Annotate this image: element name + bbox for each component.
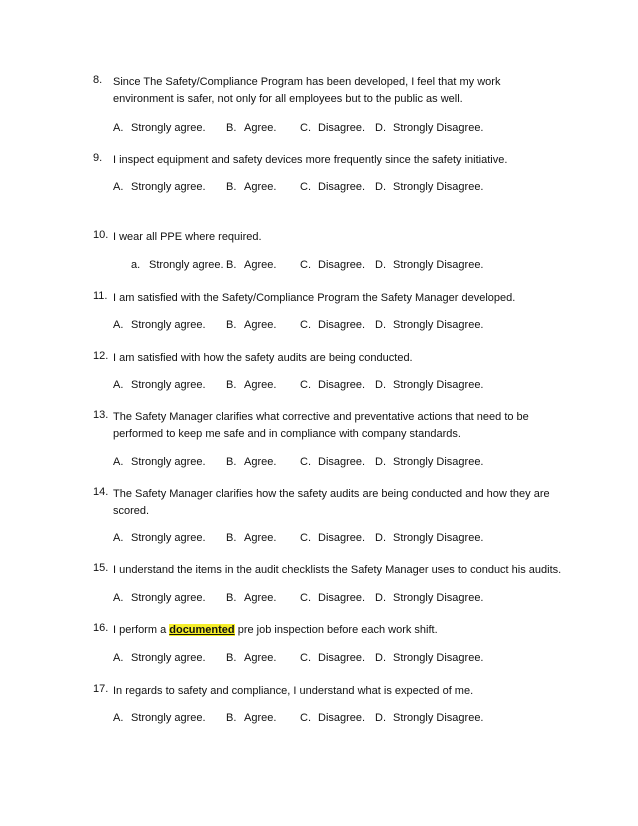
question-text: Since The Safety/Compliance Program has been developed, I feel that my work environment is safer, not only for all employees but to the public as well. (113, 76, 501, 105)
option-b[interactable] (226, 181, 276, 193)
question-text: I am satisfied with the Safety/Compliance Program the Safety Manager developed. (113, 292, 516, 304)
question-text: In regards to safety and compliance, I understand what is expected of me. (113, 685, 474, 697)
option-letter: B. (226, 259, 237, 271)
question-number: 13. (93, 409, 109, 421)
option-letter: D. (375, 456, 386, 468)
option-label: Agree. (244, 319, 277, 331)
option-letter: A. (113, 532, 124, 544)
option-label: Strongly Disagree. (393, 259, 484, 271)
option-letter: a. (131, 259, 141, 271)
option-d[interactable] (375, 319, 484, 331)
option-b[interactable] (226, 712, 276, 724)
option-c[interactable] (300, 592, 365, 604)
option-letter: C. (300, 592, 311, 604)
question-text-before: I perform a (113, 624, 170, 636)
option-b[interactable] (226, 319, 276, 331)
option-label: Strongly agree. (131, 379, 206, 391)
option-c[interactable] (300, 181, 365, 193)
option-c[interactable] (300, 122, 365, 134)
question-text: I inspect equipment and safety devices more frequently since the safety initiative. (113, 154, 508, 166)
option-label: Strongly agree. (131, 652, 206, 664)
option-d[interactable] (375, 456, 484, 468)
option-letter: C. (300, 456, 311, 468)
option-label: Disagree. (318, 181, 366, 193)
option-b[interactable] (226, 456, 276, 468)
option-letter: A. (113, 122, 124, 134)
option-label: Agree. (244, 259, 277, 271)
option-letter: A. (113, 319, 124, 331)
option-d[interactable] (375, 379, 484, 391)
option-letter: A. (113, 592, 124, 604)
option-label: Agree. (244, 532, 277, 544)
option-d[interactable] (375, 592, 484, 604)
option-d[interactable] (375, 181, 484, 193)
option-a[interactable] (113, 592, 206, 604)
option-a[interactable] (113, 456, 206, 468)
option-a[interactable] (113, 181, 206, 193)
option-letter: C. (300, 379, 311, 391)
option-label: Disagree. (318, 712, 366, 724)
question-text-after: pre job inspection before each work shift. (234, 624, 438, 636)
option-letter: B. (226, 319, 237, 331)
option-d[interactable] (375, 652, 484, 664)
question-number: 16. (93, 622, 109, 634)
option-a[interactable] (113, 379, 206, 391)
option-c[interactable] (300, 456, 365, 468)
option-label: Strongly Disagree. (393, 712, 484, 724)
option-label: Strongly agree. (131, 592, 206, 604)
option-label: Agree. (244, 592, 277, 604)
option-label: Strongly Disagree. (393, 592, 484, 604)
option-label: Strongly agree. (131, 712, 206, 724)
option-d[interactable] (375, 122, 484, 134)
option-label: Strongly Disagree. (393, 122, 484, 134)
option-d[interactable] (375, 712, 484, 724)
option-label: Agree. (244, 652, 277, 664)
option-label: Disagree. (318, 379, 366, 391)
option-label: Strongly Disagree. (393, 181, 484, 193)
option-label: Disagree. (318, 122, 366, 134)
option-label: Strongly Disagree. (393, 319, 484, 331)
option-letter: A. (113, 652, 124, 664)
question-number: 10. (93, 229, 109, 241)
option-label: Agree. (244, 379, 277, 391)
option-letter: D. (375, 259, 386, 271)
option-letter: D. (375, 379, 386, 391)
option-letter: C. (300, 652, 311, 664)
option-label: Strongly agree. (131, 122, 206, 134)
option-b[interactable] (226, 532, 276, 544)
option-d[interactable] (375, 259, 484, 271)
option-letter: B. (226, 456, 237, 468)
option-c[interactable] (300, 532, 365, 544)
question-text: I understand the items in the audit checklists the Safety Manager uses to conduct his audits. (113, 564, 562, 576)
option-label: Agree. (244, 181, 277, 193)
option-a[interactable] (113, 319, 206, 331)
option-letter: B. (226, 122, 237, 134)
highlighted-word: documented (169, 624, 235, 636)
question-number: 14. (93, 486, 109, 498)
question-number: 17. (93, 683, 109, 695)
option-letter: D. (375, 712, 386, 724)
question-number: 9. (93, 152, 103, 164)
option-b[interactable] (226, 122, 276, 134)
option-letter: D. (375, 532, 386, 544)
question-number: 12. (93, 350, 109, 362)
question-number: 15. (93, 562, 109, 574)
option-letter: D. (375, 592, 386, 604)
option-letter: C. (300, 532, 311, 544)
option-label: Strongly Disagree. (393, 652, 484, 664)
option-a[interactable] (113, 712, 206, 724)
option-label: Strongly Disagree. (393, 379, 484, 391)
option-letter: D. (375, 319, 386, 331)
option-a[interactable] (113, 652, 206, 664)
option-letter: A. (113, 181, 124, 193)
option-letter: C. (300, 259, 311, 271)
option-label: Disagree. (318, 319, 366, 331)
option-letter: B. (226, 379, 237, 391)
option-letter: A. (113, 379, 124, 391)
option-label: Strongly agree. (131, 319, 206, 331)
question-number: 11. (93, 290, 108, 302)
option-label: Disagree. (318, 652, 366, 664)
option-letter: C. (300, 181, 311, 193)
option-letter: B. (226, 532, 237, 544)
option-a[interactable] (131, 259, 224, 271)
option-letter: B. (226, 592, 237, 604)
option-label: Disagree. (318, 532, 366, 544)
option-letter: D. (375, 181, 386, 193)
option-letter: C. (300, 319, 311, 331)
option-letter: D. (375, 652, 386, 664)
option-label: Agree. (244, 456, 277, 468)
option-letter: B. (226, 712, 237, 724)
option-b[interactable] (226, 379, 276, 391)
option-c[interactable] (300, 652, 365, 664)
option-letter: C. (300, 712, 311, 724)
question-number: 8. (93, 74, 103, 86)
option-c[interactable] (300, 379, 365, 391)
option-c[interactable] (300, 712, 365, 724)
option-label: Strongly agree. (131, 532, 206, 544)
option-label: Disagree. (318, 259, 366, 271)
question-text: The Safety Manager clarifies what corrective and preventative actions that need to be performed to keep me safe and in compliance with company standards. (113, 411, 529, 440)
option-letter: B. (226, 652, 237, 664)
option-a[interactable] (113, 532, 206, 544)
option-c[interactable] (300, 319, 365, 331)
option-a[interactable] (113, 122, 206, 134)
option-b[interactable] (226, 592, 276, 604)
option-label: Agree. (244, 122, 277, 134)
option-letter: A. (113, 456, 124, 468)
option-label: Strongly agree. (131, 456, 206, 468)
option-letter: D. (375, 122, 386, 134)
option-label: Strongly agree. (149, 259, 224, 271)
option-letter: B. (226, 181, 237, 193)
question-text (113, 622, 563, 639)
option-label: Strongly Disagree. (393, 456, 484, 468)
option-label: Disagree. (318, 456, 366, 468)
question-text: I am satisfied with how the safety audits are being conducted. (113, 352, 413, 364)
option-b[interactable] (226, 652, 276, 664)
option-letter: A. (113, 712, 124, 724)
option-d[interactable] (375, 532, 484, 544)
option-label: Strongly agree. (131, 181, 206, 193)
option-label: Strongly Disagree. (393, 532, 484, 544)
option-c[interactable] (300, 259, 365, 271)
question-text: I wear all PPE where required. (113, 231, 262, 243)
option-letter: C. (300, 122, 311, 134)
option-b[interactable] (226, 259, 276, 271)
option-label: Disagree. (318, 592, 366, 604)
option-label: Agree. (244, 712, 277, 724)
question-text: The Safety Manager clarifies how the safety audits are being conducted and how they are scored. (113, 488, 550, 517)
